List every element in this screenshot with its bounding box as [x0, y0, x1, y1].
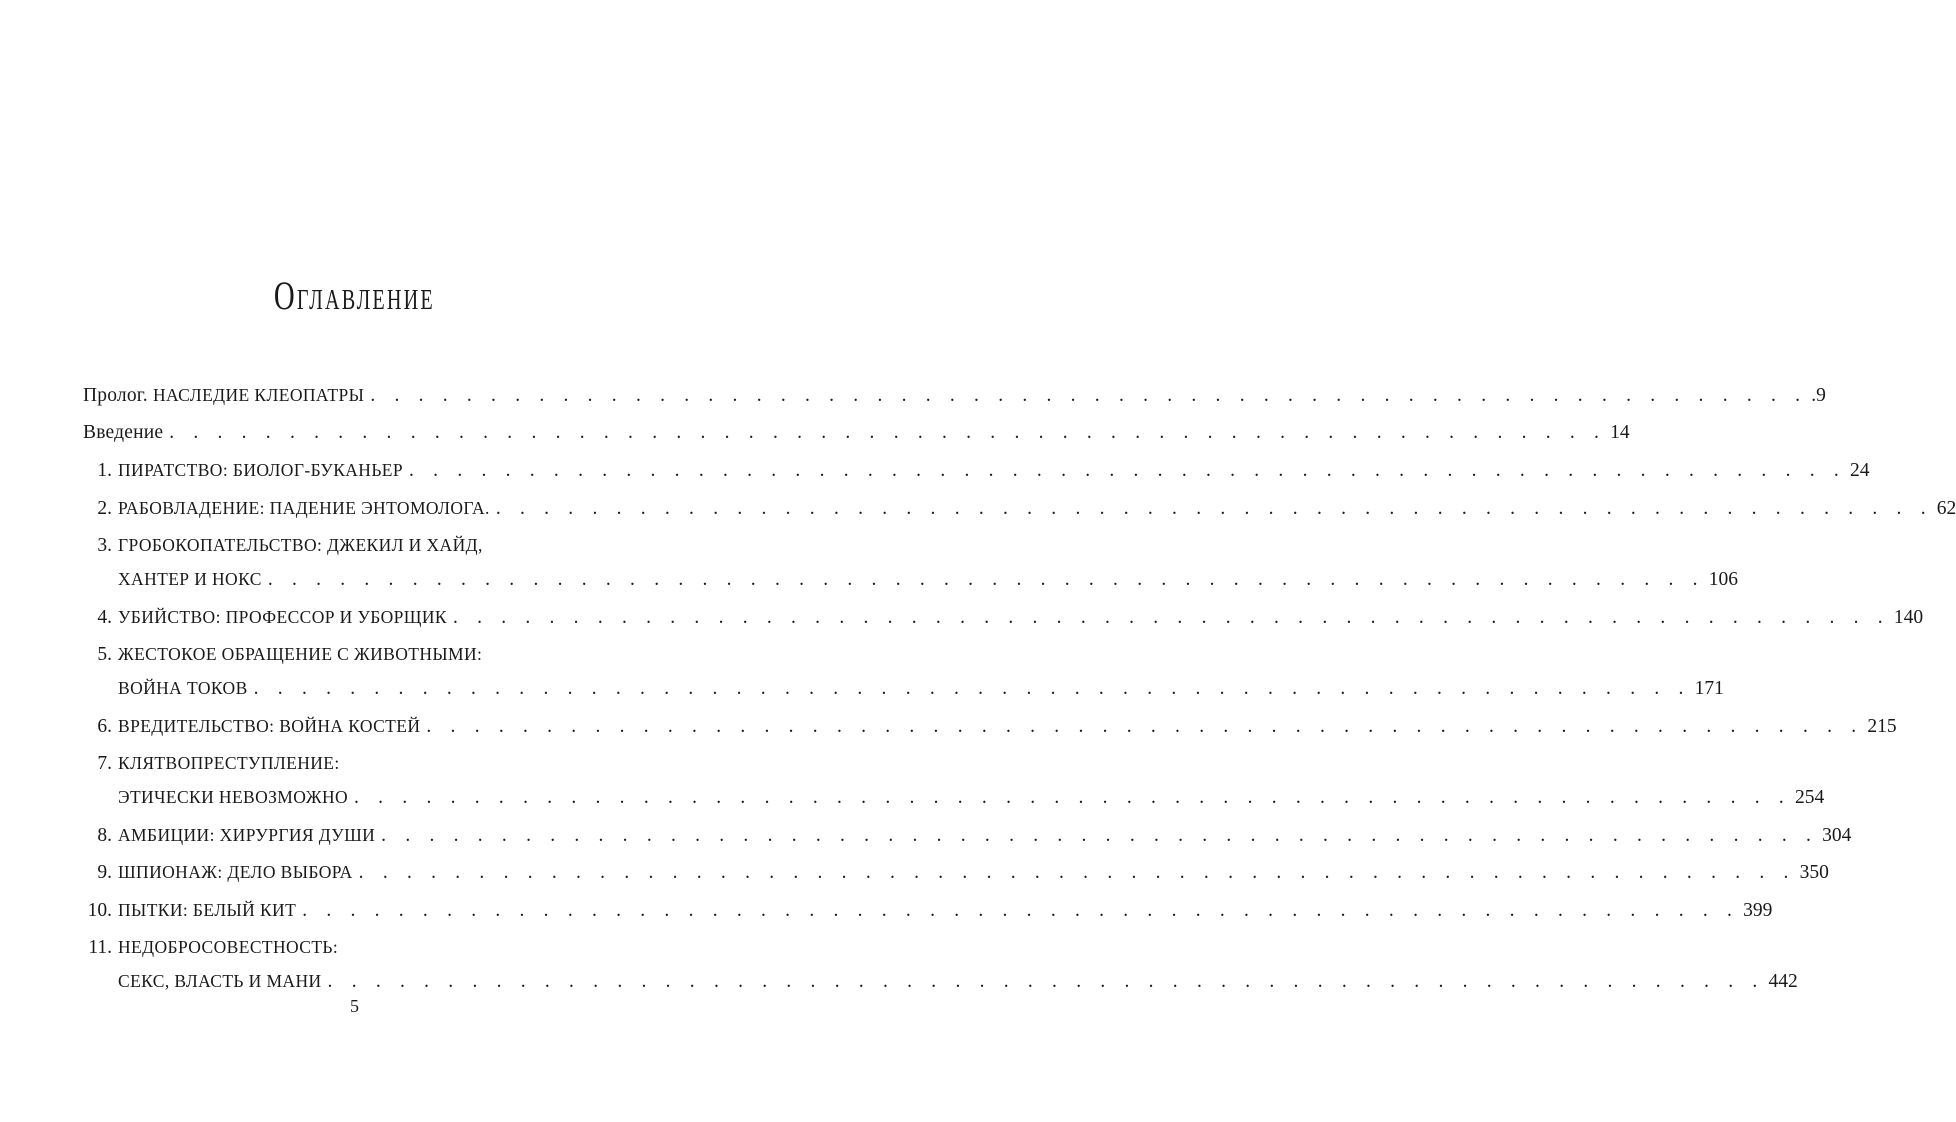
dot-leader: . . . . . . . . . . . . . . . . . . . . . . . . . . . . . . . . . . . . . . . . . . . . . . . . . . . . . . . . . . . .	[253, 678, 1691, 699]
dot-leader: . . . . . . . . . . . . . . . . . . . . . . . . . . . . . . . . . . . . . . . . . . . . . . . . . . . . . . . . . . . .	[409, 460, 1846, 481]
toc-entry-page: 140	[1893, 606, 1924, 628]
toc-entry	[83, 491, 1956, 525]
toc-entry-title: РАБОВЛАДЕНИЕ: ПАДЕНИЕ ЭНТОМОЛОГА.	[118, 497, 490, 518]
toc-entry-title-continued: ЭТИЧЕСКИ НЕВОЗМОЖНО	[118, 787, 349, 807]
toc-entry-number: 4.	[97, 606, 112, 628]
toc-entry-number: 10.	[87, 899, 112, 921]
dot-leader: . . . . . . . . . . . . . . . . . . . . . . . . . . . . . . . . . . . . . . . . . . . . . . . . . . . . . . . . . . . .	[426, 715, 1864, 737]
toc-entry	[83, 378, 1826, 412]
page-number: 5	[350, 996, 359, 1016]
dot-leader: . . . . . . . . . . . . . . . . . . . . . . . . . . . . . . . . . . . . . . . . . . . . . . . . . . . . . . . . . . . .	[169, 421, 1607, 443]
toc-entry-number: 6.	[97, 715, 112, 737]
toc-entry-title: КЛЯТВОПРЕСТУПЛЕНИЕ:	[118, 753, 340, 773]
toc-entry-number: 5.	[97, 644, 112, 665]
toc-entry-number: 1.	[97, 460, 112, 481]
dot-leader: . . . . . . . . . . . . . . . . . . . . . . . . . . . . . . . . . . . . . . . . . . . . . . . . . . . . . . . . . . . .	[495, 497, 1933, 519]
toc-entry-title-continued: СЕКС, ВЛАСТЬ И МАНИ	[118, 971, 322, 991]
toc-entry-number: 9.	[97, 862, 112, 883]
toc-entry	[83, 818, 1852, 852]
toc-entry-title: Введение	[83, 421, 164, 443]
toc-entry-number: 2.	[97, 497, 112, 519]
toc-entry-number: 3.	[97, 535, 112, 556]
toc-entry-title: ГРОБОКОПАТЕЛЬСТВО: ДЖЕКИЛ И ХАЙД,	[118, 535, 483, 555]
dot-leader: . . . . . . . . . . . . . . . . . . . . . . . . . . . . . . . . . . . . . . . . . . . . . . . . . . . . . . . . . . . .	[452, 606, 1890, 628]
toc-entry-page: 24	[1849, 460, 1870, 481]
toc-entry-title: ЖЕСТОКОЕ ОБРАЩЕНИЕ С ЖИВОТНЫМИ:	[118, 644, 483, 664]
toc-entry-title-continued: ВОЙНА ТОКОВ	[118, 678, 248, 698]
toc-entry-number: 11.	[88, 937, 112, 958]
dot-leader: . . . . . . . . . . . . . . . . . . . . . . . . . . . . . . . . . . . . . . . . . . . . . . . . . . . . . . . . . . . .	[381, 824, 1819, 846]
toc-entry-page: 350	[1799, 862, 1829, 883]
toc-entry-page: 442	[1768, 971, 1798, 992]
page-title: Оглавление	[273, 273, 435, 318]
toc-entry-page: 62	[1936, 497, 1956, 519]
toc-entry-title: ПЫТКИ: БЕЛЫЙ КИТ	[118, 899, 297, 920]
toc-entry-page: 399	[1743, 899, 1773, 921]
dot-leader: . . . . . . . . . . . . . . . . . . . . . . . . . . . . . . . . . . . . . . . . . . . . . . . . . . . . . . . . . . . .	[302, 899, 1740, 921]
toc-entry	[83, 746, 1825, 814]
toc-entry-page: 215	[1867, 715, 1897, 737]
toc-entry	[83, 528, 1738, 596]
table-of-contents	[83, 378, 1956, 1002]
dot-leader: . . . . . . . . . . . . . . . . . . . . . . . . . . . . . . . . . . . . . . . . . . . . . . . . . . . . . . . . . . . .	[327, 971, 1765, 992]
toc-entry-title-continued: ХАНТЕР И НОКС	[118, 569, 262, 589]
toc-entry	[83, 930, 1798, 998]
toc-entry	[83, 855, 1829, 889]
toc-entry-number: 7.	[97, 753, 112, 774]
toc-entry-title: ПИРАТСТВО: БИОЛОГ-БУКАНЬЕР	[118, 460, 404, 480]
dot-leader: . . . . . . . . . . . . . . . . . . . . . . . . . . . . . . . . . . . . . . . . . . . . . . . . . . . . . . . . . . . .	[370, 385, 1808, 406]
dot-leader: . . . . . . . . . . . . . . . . . . . . . . . . . . . . . . . . . . . . . . . . . . . . . . . . . . . . . . . . . . . .	[354, 787, 1791, 808]
toc-entry-title: УБИЙСТВО: ПРОФЕССОР И УБОРЩИК	[118, 606, 447, 627]
toc-entry-title: ШПИОНАЖ: ДЕЛО ВЫБОРА	[118, 862, 353, 882]
dot-leader: . . . . . . . . . . . . . . . . . . . . . . . . . . . . . . . . . . . . . . . . . . . . . . . . . . . . . . . . . . . .	[267, 569, 1705, 590]
toc-entry-page: .9	[1811, 385, 1826, 406]
toc-entry-page: 254	[1794, 787, 1825, 808]
toc-entry	[83, 416, 1630, 450]
toc-entry	[83, 709, 1897, 743]
toc-entry-page: 304	[1822, 824, 1852, 846]
toc-entry-number: 8.	[97, 824, 112, 846]
toc-entry-page: 106	[1708, 569, 1738, 590]
toc-entry-title: ВРЕДИТЕЛЬСТВО: ВОЙНА КОСТЕЙ	[118, 715, 421, 736]
toc-entry	[83, 600, 1924, 634]
toc-entry-page: 171	[1694, 678, 1724, 699]
toc-entry	[83, 453, 1870, 487]
toc-entry-page: 14	[1610, 421, 1630, 443]
toc-entry-title: АМБИЦИИ: ХИРУРГИЯ ДУШИ	[118, 824, 376, 845]
dot-leader: . . . . . . . . . . . . . . . . . . . . . . . . . . . . . . . . . . . . . . . . . . . . . . . . . . . . . . . . . . . .	[358, 862, 1796, 883]
toc-entry	[83, 893, 1773, 927]
toc-entry-title: Пролог. НАСЛЕДИЕ КЛЕОПАТРЫ	[83, 385, 365, 406]
toc-entry-title: НЕДОБРОСОВЕСТНОСТЬ:	[118, 937, 339, 957]
toc-entry	[83, 637, 1724, 705]
